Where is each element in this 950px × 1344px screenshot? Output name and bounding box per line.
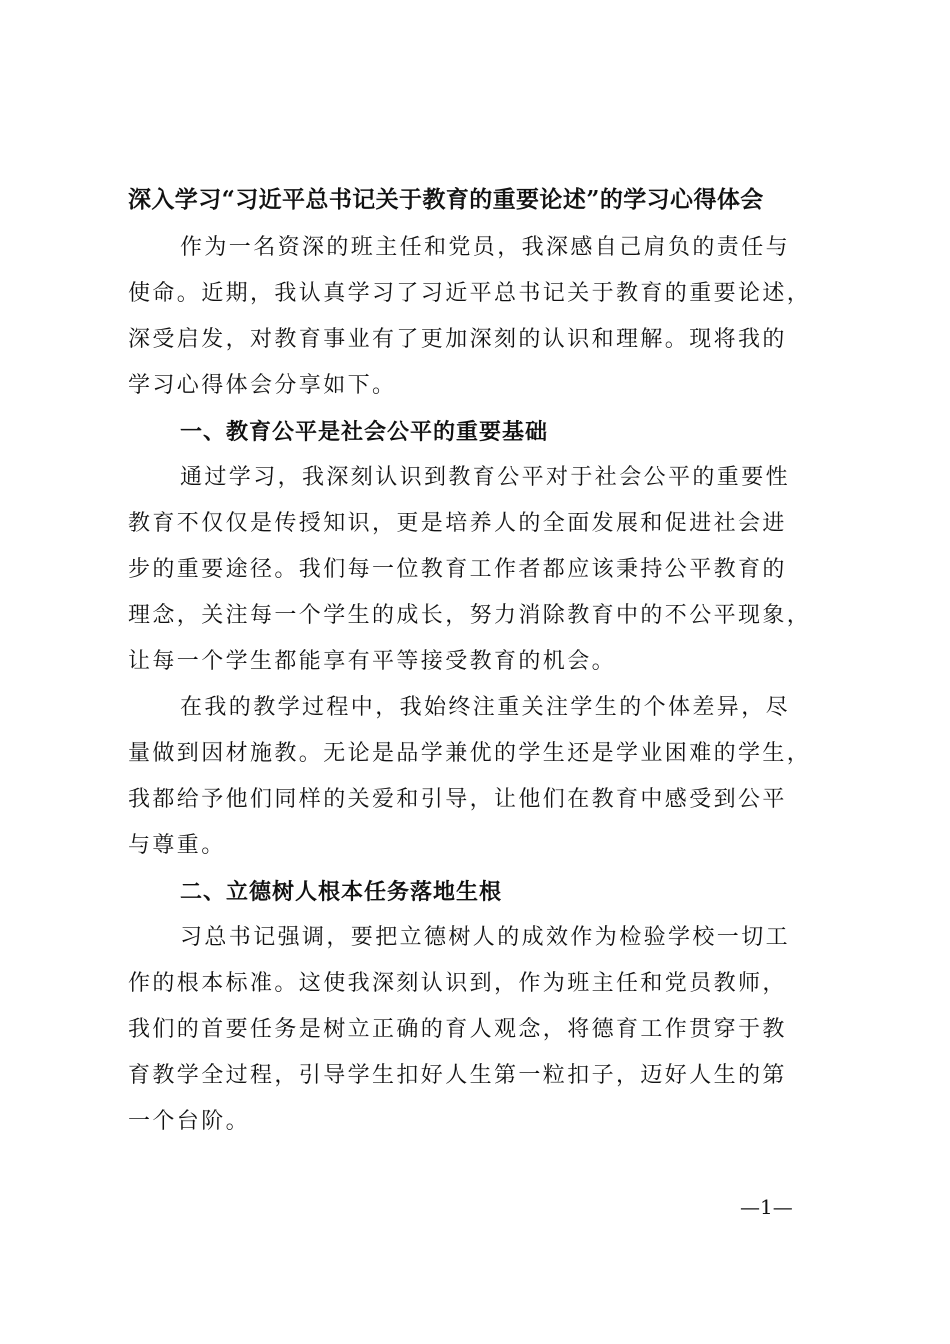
- section-2-heading: 二、立德树人根本任务落地生根: [180, 879, 503, 905]
- section-2-line: 育教学全过程，引导学生扣好人生第一粒扣子，迈好人生的第: [128, 1063, 787, 1088]
- section-2-line: 我们的首要任务是树立正确的育人观念，将德育工作贯穿于教: [128, 1017, 787, 1042]
- section-1-line: 教育不仅仅是传授知识，更是培养人的全面发展和促进社会进: [128, 511, 787, 536]
- page-number: —1—: [740, 1195, 793, 1219]
- section-1-line: 与尊重。: [128, 833, 226, 858]
- document-title: 深入学习“习近平总书记关于教育的重要论述”的学习心得体会: [128, 186, 764, 213]
- section-1-line: 量做到因材施教。无论是品学兼优的学生还是学业困难的学生，: [128, 741, 812, 766]
- section-2-line: 习总书记强调，要把立德树人的成效作为检验学校一切工: [180, 925, 791, 950]
- section-1-line: 步的重要途径。我们每一位教育工作者都应该秉持公平教育的: [128, 557, 787, 582]
- intro-line: 深受启发，对教育事业有了更加深刻的认识和理解。现将我的: [128, 327, 787, 352]
- section-1-line: 理念，关注每一个学生的成长，努力消除教育中的不公平现象，: [128, 603, 812, 628]
- section-2-line: 一个台阶。: [128, 1109, 251, 1134]
- section-1-line: 让每一个学生都能享有平等接受教育的机会。: [128, 649, 617, 674]
- section-1-line: 通过学习，我深刻认识到教育公平对于社会公平的重要性: [180, 465, 791, 490]
- section-1-line: 我都给予他们同样的关爱和引导，让他们在教育中感受到公平: [128, 787, 787, 812]
- intro-line: 使命。近期，我认真学习了习近平总书记关于教育的重要论述，: [128, 281, 812, 306]
- section-1-heading: 一、教育公平是社会公平的重要基础: [180, 419, 549, 445]
- intro-line: 学习心得体会分享如下。: [128, 373, 397, 398]
- intro-line: 作为一名资深的班主任和党员，我深感自己肩负的责任与: [180, 235, 791, 260]
- section-1-line: 在我的教学过程中，我始终注重关注学生的个体差异，尽: [180, 695, 791, 720]
- section-2-line: 作的根本标准。这使我深刻认识到，作为班主任和党员教师，: [128, 971, 787, 996]
